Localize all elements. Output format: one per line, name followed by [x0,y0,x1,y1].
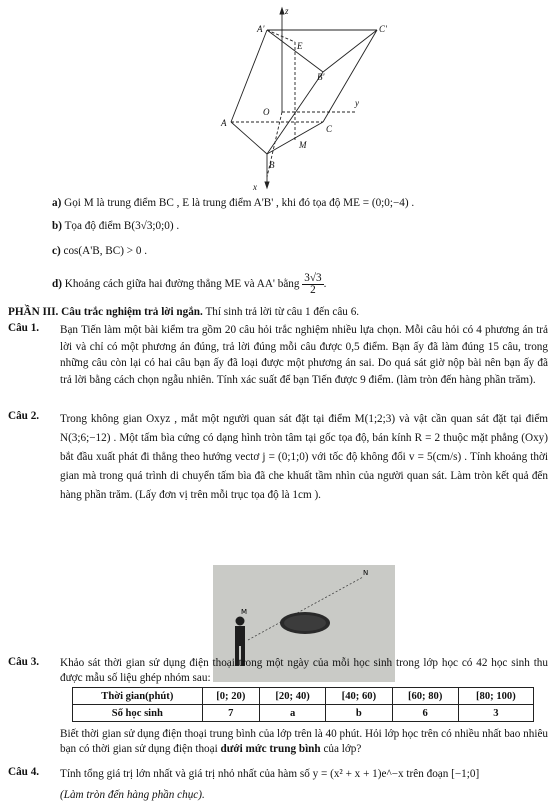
label-b-prime: B' [317,72,325,82]
fraction: $\frac{3√3}{2}$ [304,272,322,296]
photo-label-m: M [241,608,248,616]
question-1-label: Câu 1. [8,322,40,334]
section-header: PHẦN III. Câu trắc nghiệm trả lời ngắn. Thí sinh trả lời từ câu 1 đến câu 6. [8,306,360,318]
label-c: C [326,124,333,134]
table-row [73,705,534,722]
label-o: O [263,107,270,117]
table-cell: a [259,705,325,722]
label-b: B [269,160,275,170]
label-a-prime: A' [257,24,265,34]
table-cell: Số học sinh [73,705,203,722]
table-cell: 6 [392,705,458,722]
option-a: a) Gọi M là trung điểm BC , E là trung điểm A'B' , khi đó tọa độ ME = (0;0;−4) . [52,197,415,209]
table-header: [0; 20) [202,688,259,705]
question-4-text: Tính tổng giá trị lớn nhất và giá trị nhỏ nhất của hàm số y = (x² + x + 1)e^−x trên đoạn [−1;0] [60,768,480,780]
question-3-followup: Biết thời gian sử dụng điện thoại trung bình của lớp trên là 40 phút. Hỏi lớp học trên có nhiều nhất bao nhiêu bạn có thời gian sử dụng điện thoại dưới mức trung bình của lớp? [60,728,549,755]
table-header: [60; 80) [392,688,458,705]
table-cell: 7 [202,705,259,722]
question-4-note: (Làm tròn đến hàng phần chục). [60,789,205,801]
table-header-row [73,688,534,705]
table-header: [20; 40) [259,688,325,705]
option-b: b) Tọa độ điểm B(3√3;0;0) . [52,220,180,232]
table-cell: b [326,705,392,722]
option-d: d) Khoảng cách giữa hai đường thẳng ME và AA' bằng $\frac{3√3}{2}$ . [52,272,327,296]
label-x: x [253,182,257,192]
question-1-text: Bạn Tiến làm một bài kiểm tra gồm 20 câu hỏi trắc nghiệm nhiều lựa chọn. Mỗi câu hỏi có 4 phương án trả lời và chỉ có một phương án đúng, trả lời đúng mỗi câu được 0,5 điểm. Bạn ấy đã làm đúng 15 câu, trong những câu còn lại có hai câu bạn ấy đã loại được một phương án sai. Do quá sát giờ nộp bài nên bạn ấy đã trả lời bằng cách chọn ngẫu nhiên. Tính xác suất để bạn Tiến được 9 điểm. (làm tròn đến hàng phần trăm). [60,324,548,386]
question-3-label: Câu 3. [8,656,40,668]
label-c-prime: C' [379,24,387,34]
question-3-intro: Khảo sát thời gian sử dụng điện thoại trong một ngày của mỗi học sinh trong lớp học có 42 học sinh thu được mẫu số liệu ghép nhóm sau: [60,657,548,684]
table-header: [80; 100) [458,688,533,705]
label-m: M [299,140,307,150]
label-e: E [297,41,303,51]
table-header: [40; 60) [326,688,392,705]
label-y: y [355,98,359,108]
table-cell: 3 [458,705,533,722]
question-4-label: Câu 4. [8,766,40,778]
frequency-table [72,687,534,722]
question-2-label: Câu 2. [8,410,40,422]
option-c: c) cos(A'B, BC) > 0 . [52,245,148,257]
label-a: A [221,118,227,128]
photo-label-n: N [363,569,369,577]
prism-figure [205,2,415,192]
label-z: z [285,6,289,16]
question-2-text: Trong không gian Oxyz , mắt một người quan sát đặt tại điểm M(1;2;3) và vật cần quan sát đặt tại điểm N(3;6;−12) . Một tấm bìa cứng có dạng hình tròn tâm tại gốc tọa độ, bán kính R = 2 thuộc mặt phẳng (Oxy) bắt đầu xuất phát đi thẳng theo hướng vectơ j = (0;1;0) với tốc độ không đổi v = 5(cm/s) . Tính khoảng thời gian mà trong quá trình di chuyển tấm bìa đã che khuất tầm nhìn của người quan sát. Làm tròn kết quả đến hàng phần trăm. (Lấy đơn vị trên mỗi trục tọa độ là 1cm ). [60,413,548,501]
table-header: Thời gian(phút) [73,688,203,705]
